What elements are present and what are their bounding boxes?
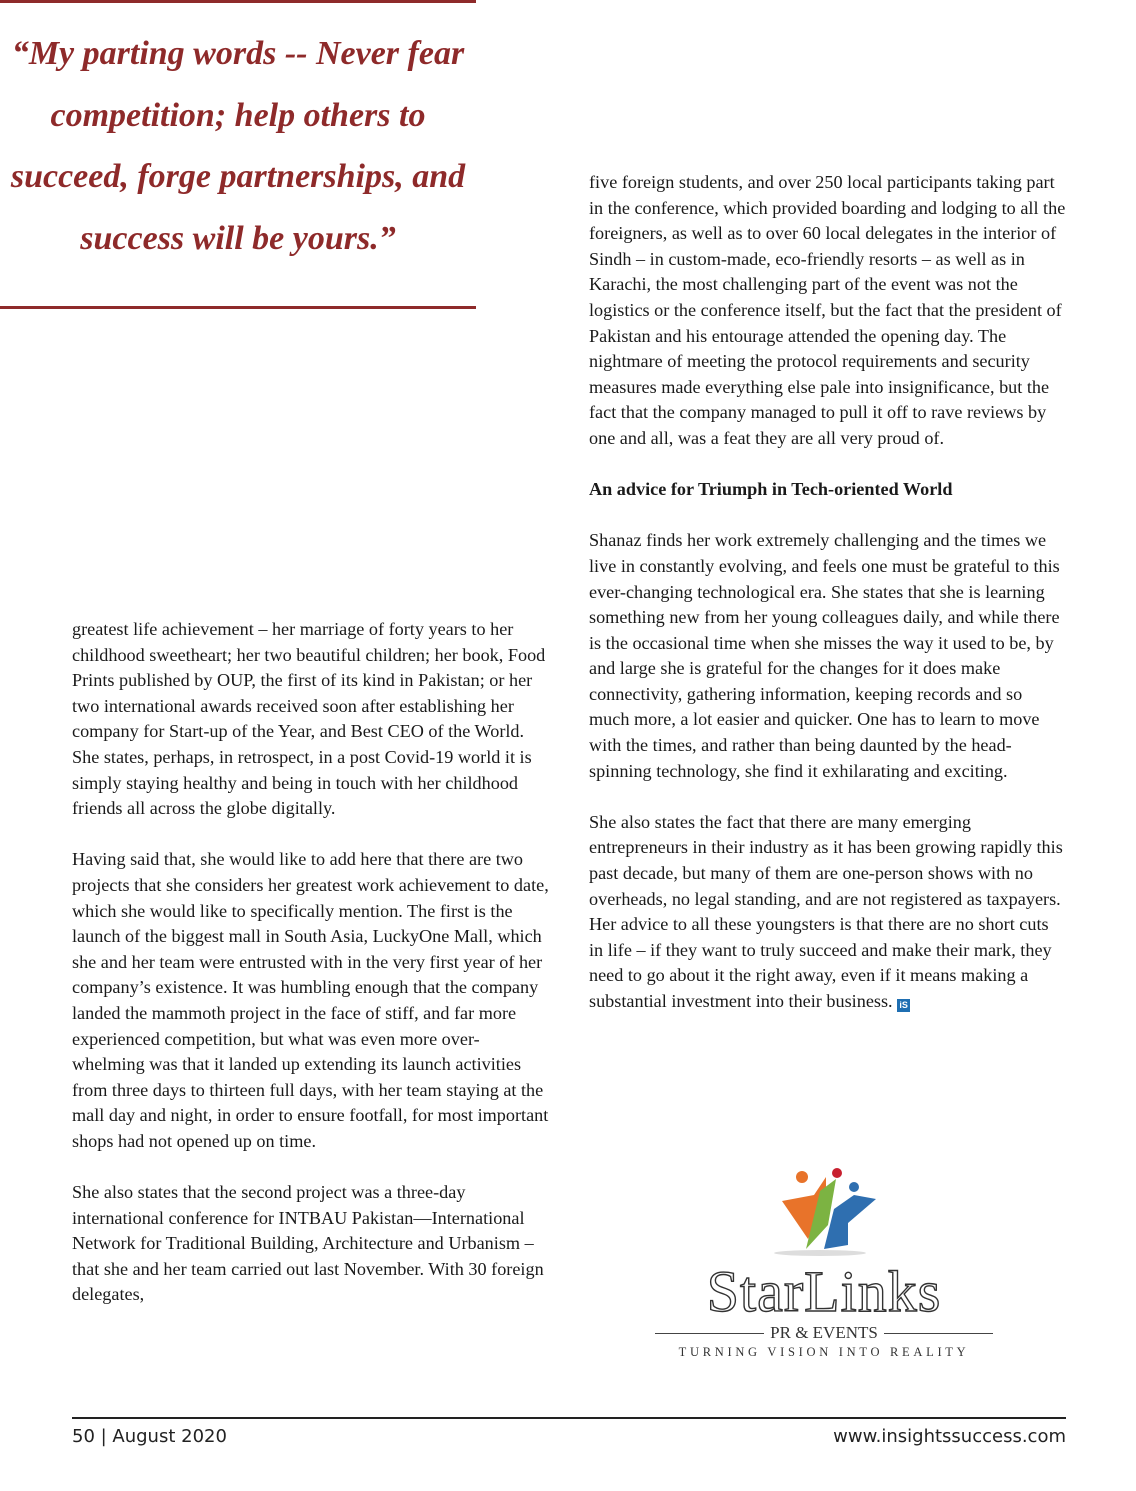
pull-quote-block [0, 0, 476, 309]
pull-quote: “My parting words -- Never fear competition; help others to succeed, forge partnerships, and success will be yours.” [10, 35, 466, 257]
footer-page-label: 50 | August 2020 [72, 1426, 227, 1447]
starlinks-logo [655, 1165, 993, 1360]
star-people-icon [764, 1165, 884, 1257]
logo-tagline: TURNING VISION INTO REALITY [678, 1345, 970, 1359]
footer-rule [72, 1417, 1066, 1419]
paragraph: She also states that the second project was a three-day international conference for INTBAU Pakistan—International Network for Traditional Building, Architecture and Urbanism – that she and her team carried out last November. With 30 foreign delegates, [72, 1182, 544, 1305]
logo-subtitle-row [655, 1323, 993, 1343]
right-column [589, 170, 1067, 1040]
article-end-icon: iS [897, 999, 910, 1012]
left-column [72, 617, 550, 1334]
red-figure-head [832, 1168, 842, 1178]
blue-figure-head [849, 1182, 859, 1192]
logo-subtitle: PR & EVENTS [770, 1323, 878, 1342]
paragraph: five foreign students, and over 250 local participants taking part in the conference, which provided boarding and lodging to all the foreigners, as well as to over 60 local delegates in the interior of Sindh – in custom-made, eco-friendly resorts – as well as in Karachi, the most challenging part of the event was not the logistics or the conference itself, but the fact that the president of Pakistan and his entourage attended the opening day. The nightmare of meeting the protocol requirements and security measures made everything else pale into insignificance, but the fact that the company managed to pull it off to rave reviews by one and all, was a feat they are all very proud of. [589, 172, 1066, 448]
logo-divider [655, 1333, 764, 1334]
section-heading: An advice for Triumph in Tech-oriented World [589, 479, 953, 500]
paragraph: Shanaz finds her work extremely challenging and the times we live in constantly evolving, and feels one must be grateful to this ever-changing technological era. She states that she is learning something new from her young colleagues daily, and while there is the occasional time when she misses the way it used to be, by and large she is grateful for the changes for it does make connectivity, gathering information, keeping records and so much more, a lot easier and quicker. One has to learn to move with the times, and rather than being daunted by the head-spinning technology, she find it exhilarating and exciting. [589, 530, 1060, 781]
orange-figure-head [796, 1171, 808, 1183]
quote-bottom-rule [0, 306, 476, 309]
paragraph [589, 810, 1067, 1015]
footer-website: www.insightssuccess.com [833, 1426, 1066, 1447]
logo-divider [884, 1333, 993, 1334]
paragraph-text: She also states the fact that there are many emerging entrepreneurs in their industry as it has been growing rapidly this past decade, but many of them are one-person shows with no overheads, no legal standing, and are not registered as taxpayers. Her advice to all these youngsters is that there are no short cuts in life – if they want to truly succeed and make their mark, they need to go about it the right away, even if it means making a substantial investment into their business. [589, 811, 1063, 1011]
paragraph: Having said that, she would like to add here that there are two projects that she considers her greatest work achievement to date, which she would like to specifically mention. The first is the launch of the biggest mall in South Asia, LuckyOne Mall, which she and her team were entrusted with in the very first year of her company’s existence. It was humbling enough that the company landed the mammoth project in the face of stiff, and far more experienced competition, but what was even more over-whelming was that it landed up extending its launch activities from three days to thirteen full days, with her team staying at the mall day and night, in order to ensure footfall, for most important shops had not opened up on time. [72, 849, 549, 1151]
paragraph: greatest life achievement – her marriage of forty years to her childhood sweetheart; her two beautiful children; her book, Food Prints published by OUP, the first of its kind in Pakistan; or her two international awards received soon after establishing her company for Start-up of the Year, and Best CEO of the World. She states, perhaps, in retrospect, in a post Covid-19 world it is simply staying healthy and being in touch with her childhood friends all across the globe digitally. [72, 619, 546, 819]
logo-name: StarLinks [706, 1259, 942, 1324]
